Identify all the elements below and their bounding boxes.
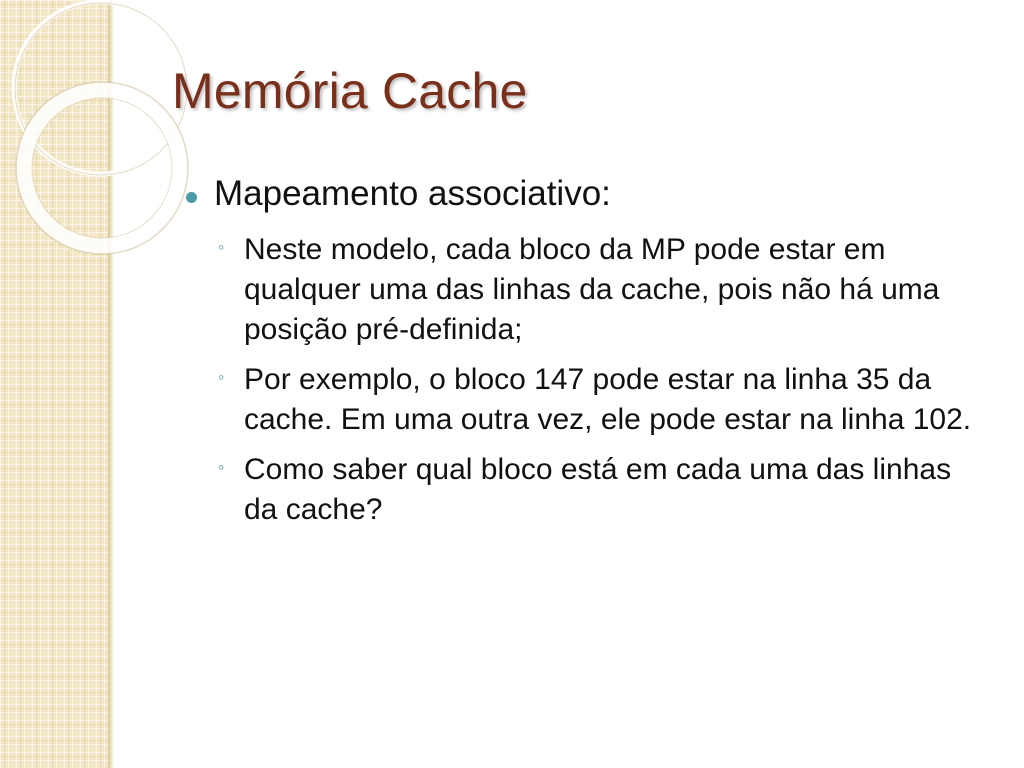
hollow-circle-bullet-icon: ◦ — [218, 456, 225, 477]
concentric-rings-icon — [0, 0, 160, 260]
filled-circle-bullet-icon — [186, 192, 197, 203]
sub-bullet-text: Por exemplo, o bloco 147 pode estar na linha 35 da cache. Em uma outra vez, ele pode estar na linha 102. — [244, 362, 972, 436]
slide-content — [184, 172, 1004, 540]
sub-bullet-item — [184, 230, 989, 350]
bullet-text: Mapeamento associativo: — [214, 174, 611, 213]
hollow-circle-bullet-icon: ◦ — [218, 236, 225, 257]
sub-bullet-item — [184, 450, 989, 530]
sub-bullet-item — [184, 360, 989, 440]
sub-bullet-text: Neste modelo, cada bloco da MP pode estar em qualquer uma das linhas da cache, pois não há uma posição pré-definida; — [244, 232, 940, 346]
sub-bullet-text: Como saber qual bloco está em cada uma das linhas da cache? — [244, 452, 952, 526]
hollow-circle-bullet-icon: ◦ — [218, 366, 225, 387]
slide-title: Memória Cache — [172, 63, 528, 119]
bullet-item — [184, 172, 1004, 216]
